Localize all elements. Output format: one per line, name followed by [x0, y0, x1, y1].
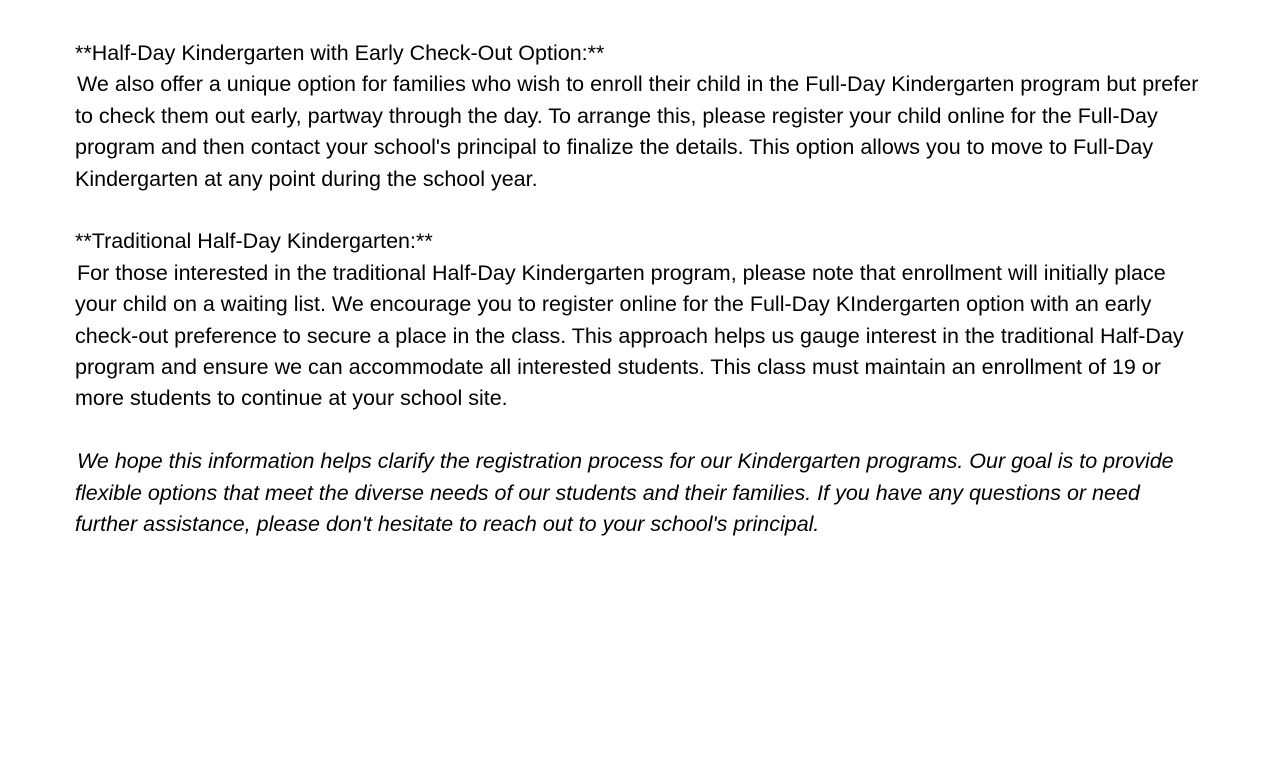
- paragraph-gap: [75, 415, 1205, 446]
- section-heading: **Half-Day Kindergarten with Early Check-Out Option:**: [75, 41, 605, 65]
- closing-note: [75, 446, 1205, 540]
- paragraph-gap: [75, 195, 1205, 226]
- section-paragraph: [75, 69, 1205, 195]
- section-heading: **Traditional Half-Day Kindergarten:**: [75, 229, 433, 254]
- section-paragraph-text: We also offer a unique option for families who wish to enroll their child in the Full-Day Kindergarten program but prefer to check them out early, partway through the day. To arrange this, please register your child online for the Full-Day program and then contact your school's principal to finalize the details. This option allows you to move to Full-Day Kindergarten at any point during the school year.: [75, 72, 1199, 191]
- document-body: [75, 38, 1205, 540]
- section-early-checkout: [75, 38, 1205, 195]
- closing-note-text: We hope this information helps clarify the registration process for our Kindergarten programs. Our goal is to provide flexible options that meet the diverse needs of our students and their families. If you have any questions or need further assistance, please don't hesitate to reach out to your school's principal.: [75, 449, 1174, 537]
- section-traditional-half-day: [75, 226, 1205, 414]
- section-paragraph-text: For those interested in the traditional Half-Day Kindergarten program, please note that enrollment will initially place your child on a waiting list. We encourage you to register online for the Full-Day KIndergarten option with an early check-out preference to secure a place in the class. This approach helps us gauge interest in the traditional Half-Day program and ensure we can accommodate all interested students. This class must maintain an enrollment of 19 or more students to continue at your school site.: [75, 260, 1184, 411]
- section-paragraph: [75, 258, 1205, 415]
